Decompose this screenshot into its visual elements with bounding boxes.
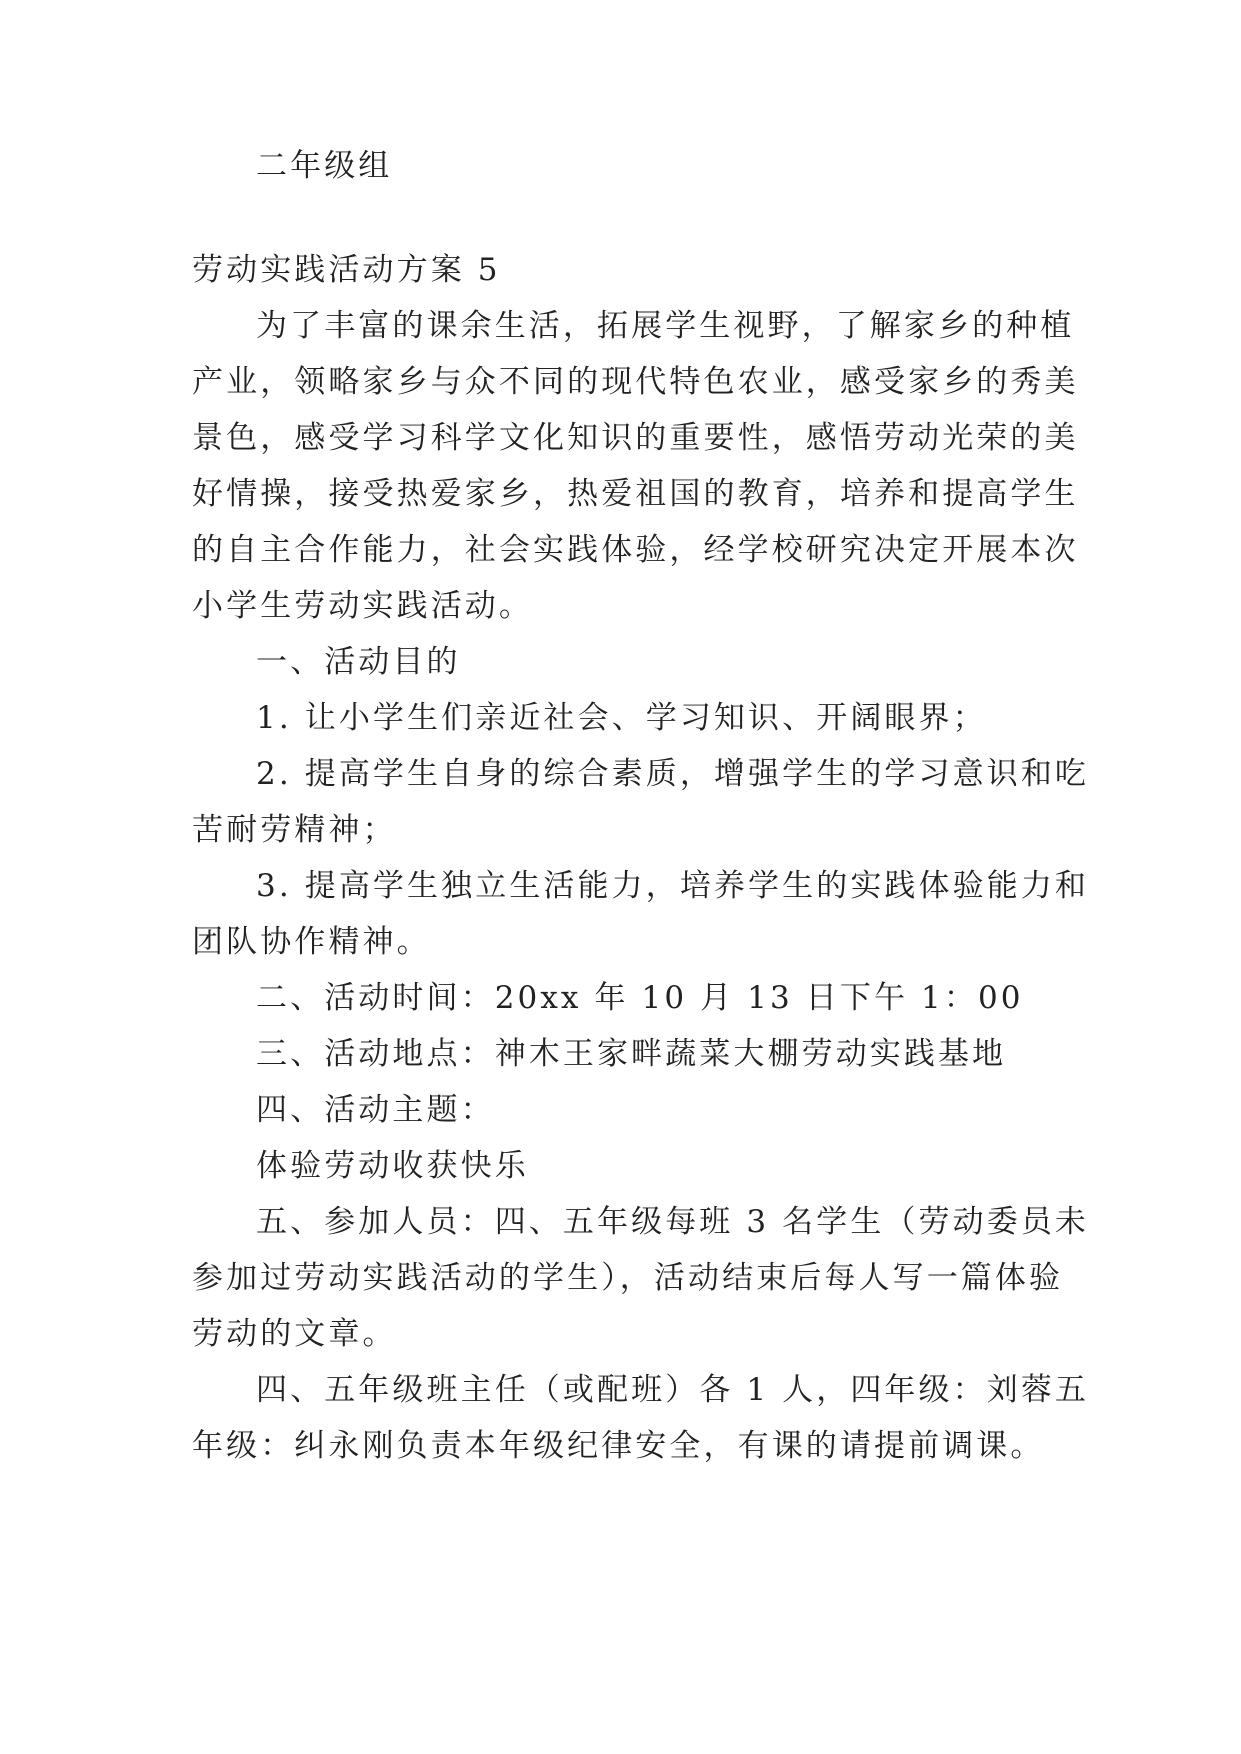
group-label: 二年级组 [256,148,393,184]
section-title: 劳动实践活动方案 5 [192,252,501,288]
teachers-line-2: 年级：纠永刚负责本年级纪律安全，有课的请提前调课。 [192,1428,1045,1464]
purpose-item-3-line-1: 3. 提高学生独立生活能力，培养学生的实践体验能力和 [256,868,1090,904]
purpose-item-2-line-2: 苦耐劳精神； [192,812,397,848]
activity-place: 三、活动地点：神木王家畔蔬菜大棚劳动实践基地 [256,1036,1007,1072]
intro-line-6: 小学生劳动实践活动。 [192,588,533,624]
participants-line-3: 劳动的文章。 [192,1316,397,1352]
intro-line-3: 景色，感受学习科学文化知识的重要性，感悟劳动光荣的美 [192,420,1079,456]
participants-line-1: 五、参加人员：四、五年级每班 3 名学生（劳动委员未 [256,1204,1090,1240]
intro-line-1: 为了丰富的课余生活，拓展学生视野，了解家乡的种植 [256,308,1075,344]
intro-line-2: 产业，领略家乡与众不同的现代特色农业，感受家乡的秀美 [192,364,1079,400]
purpose-item-1: 1. 让小学生们亲近社会、学习知识、开阔眼界； [256,700,987,736]
intro-line-4: 好情操，接受热爱家乡，热爱祖国的教育，培养和提高学生 [192,476,1079,512]
activity-time: 二、活动时间：20xx 年 10 月 13 日下午 1：00 [256,980,1024,1016]
purpose-heading: 一、活动目的 [256,644,461,680]
purpose-item-3-line-2: 团队协作精神。 [192,924,431,960]
participants-line-2: 参加过劳动实践活动的学生），活动结束后每人写一篇体验 [192,1260,1064,1296]
theme-value: 体验劳动收获快乐 [256,1148,529,1184]
theme-heading: 四、活动主题： [256,1092,495,1128]
purpose-item-2-line-1: 2. 提高学生自身的综合素质，增强学生的学习意识和吃 [256,756,1090,792]
intro-line-5: 的自主合作能力，社会实践体验，经学校研究决定开展本次 [192,532,1079,568]
teachers-line-1: 四、五年级班主任（或配班）各 1 人，四年级：刘蓉五 [256,1372,1090,1408]
